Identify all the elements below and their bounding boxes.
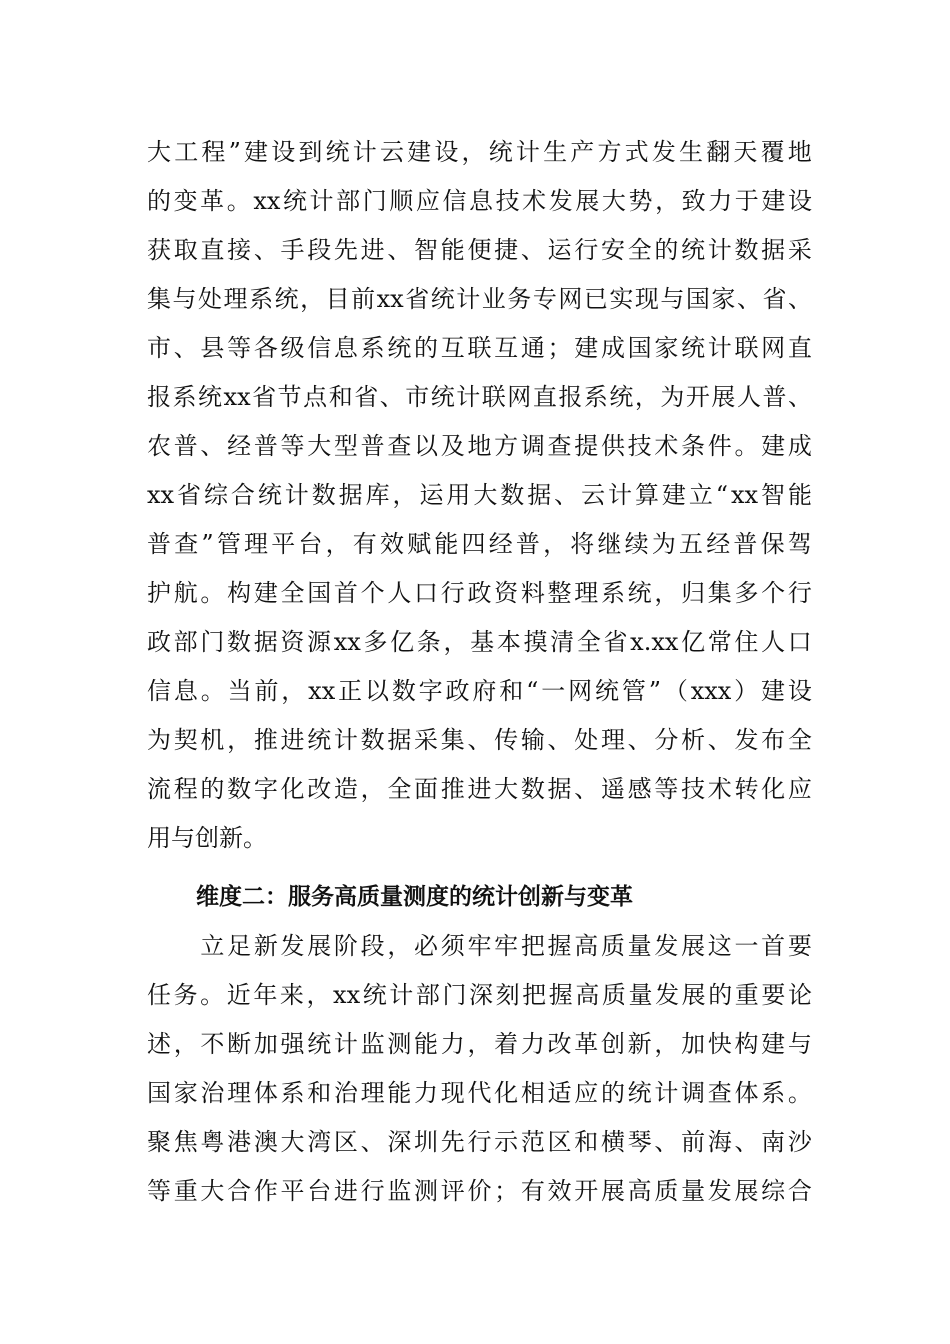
paragraph-line: 农 普 、 经 普 等 大 型 普 查 以 及 地 方 调 查 提 供 技 术 条 件 。 建 成 <box>147 432 812 460</box>
paragraph-line: 信 息 。 当 前 ， xx 正 以 数 字 政 府 和 “ 一 网 统 管 ” （ xxx ） 建 设 <box>147 677 812 705</box>
paragraph-line: 等 重 大 合 作 平 台 进 行 监 测 评 价 ； 有 效 开 展 高 质 量 发 展 综 合 <box>147 1177 812 1205</box>
paragraph-line: 为 契 机 ， 推 进 统 计 数 据 采 集 、 传 输 、 处 理 、 分 析 、 发 布 全 <box>147 726 812 754</box>
paragraph-line: 集 与 处 理 系 统 ， 目 前 xx 省 统 计 业 务 专 网 已 实 现 与 国 家 、 省 、 <box>147 285 812 313</box>
paragraph-line: 获 取 直 接 、 手 段 先 进 、 智 能 便 捷 、 运 行 安 全 的 统 计 数 据 采 <box>147 236 812 264</box>
paragraph-line: 护 航 。 构 建 全 国 首 个 人 口 行 政 资 料 整 理 系 统 ， 归 集 多 个 行 <box>147 579 812 607</box>
section-heading: 维度二：服务高质量测度的统计创新与变革 <box>196 884 633 910</box>
paragraph-2 <box>147 922 812 1216</box>
paragraph-line: 普 查 ” 管 理 平 台 ， 有 效 赋 能 四 经 普 ， 将 继 续 为 五 经 普 保 驾 <box>147 530 812 558</box>
paragraph-last-line: 用与创新。 <box>147 824 267 852</box>
paragraph-1 <box>147 128 812 863</box>
paragraph-line: 的 变 革 。 xx 统 计 部 门 顺 应 信 息 技 术 发 展 大 势 ， 致 力 于 建 设 <box>147 187 812 215</box>
paragraph-line: 流 程 的 数 字 化 改 造 ， 全 面 推 进 大 数 据 、 遥 感 等 技 术 转 化 应 <box>147 775 812 803</box>
paragraph-line: 报 系 统 xx 省 节 点 和 省 、 市 统 计 联 网 直 报 系 统 ， 为 开 展 人 普 、 <box>147 383 812 411</box>
paragraph-line: 市 、 县 等 各 级 信 息 系 统 的 互 联 互 通 ； 建 成 国 家 统 计 联 网 直 <box>147 334 812 362</box>
paragraph-line: 述 ， 不 断 加 强 统 计 监 测 能 力 ， 着 力 改 革 创 新 ， 加 快 构 建 与 <box>147 1030 812 1058</box>
paragraph-line: 立 足 新 发 展 阶 段 ， 必 须 牢 牢 把 握 高 质 量 发 展 这 一 首 要 <box>200 932 812 960</box>
paragraph-line: xx 省 综 合 统 计 数 据 库 ， 运 用 大 数 据 、 云 计 算 建 立 “ xx 智 能 <box>147 481 812 509</box>
paragraph-line: 任 务 。 近 年 来 ， xx 统 计 部 门 深 刻 把 握 高 质 量 发 展 的 重 要 论 <box>147 981 812 1009</box>
paragraph-line: 大 工 程 ” 建 设 到 统 计 云 建 设 ， 统 计 生 产 方 式 发 生 翻 天 覆 地 <box>147 138 812 166</box>
paragraph-line: 聚 焦 粤 港 澳 大 湾 区 、 深 圳 先 行 示 范 区 和 横 琴 、 前 海 、 南 沙 <box>147 1128 812 1156</box>
paragraph-line: 政 部 门 数 据 资 源 xx 多 亿 条 ， 基 本 摸 清 全 省 x.xx 亿 常 住 人 口 <box>147 628 812 656</box>
paragraph-line: 国 家 治 理 体 系 和 治 理 能 力 现 代 化 相 适 应 的 统 计 调 查 体 系 。 <box>147 1079 812 1107</box>
